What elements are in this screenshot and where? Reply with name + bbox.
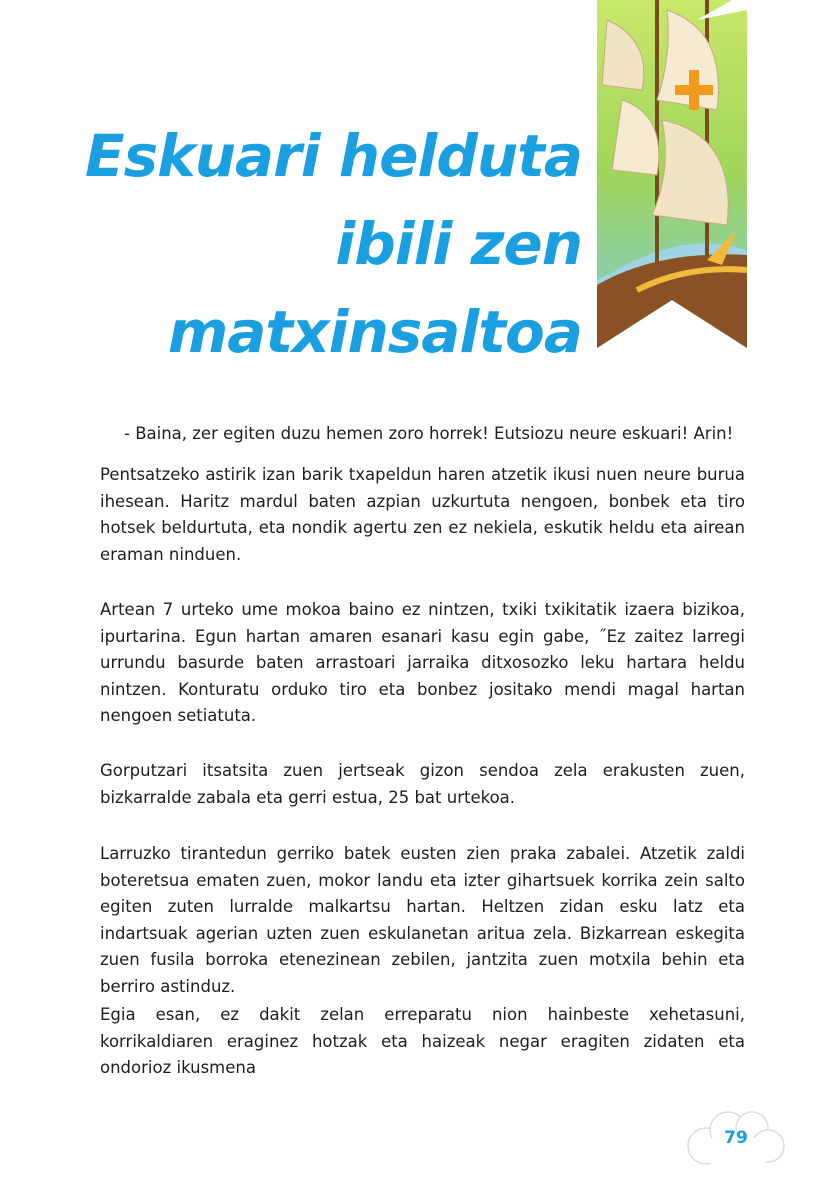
- ship-ribbon-illustration: [597, 0, 747, 348]
- title-line-1: Eskuari helduta: [84, 122, 582, 190]
- paragraph-5: Egia esan, ez dakit zelan erreparatu nion hainbeste xehetasuni, korrikaldiaren eraginez hotzak eta haizeak negar eragiten zidaten eta ondorioz ikusmena: [100, 1005, 745, 1077]
- paragraph-4: Larruzko tirantedun gerriko batek eusten zien praka zabalei. Atzetik zaldi boteretsua ematen zuen, mokor landu eta izter gihartsuek korrika zein salto egiten zuten lurralde malkartsu hartan. Heltzen zidan esku latz eta indartsuak agerian uzten zuen eskulanetan aritua zela. Bizkarrean eskegita zuen fusila borroka etenezinean zebilen, jantzita zuen motxila behin eta berriro astinduz.: [100, 844, 745, 996]
- paragraph-2: Artean 7 urteko ume mokoa baino ez nintzen, txiki txikitatik izaera bizikoa, ipurtarina. Egun hartan amaren esanari kasu egin gabe, ˝Ez zaitez larregi urrundu basurde baten arrastoari jarraika ditxosozko leku hartara heldu nintzen. Konturatu orduko tiro eta bonbez jositako mendi magal hartan nengoen setiatuta.: [100, 600, 745, 725]
- paragraph-1: Pentsatzeko astirik izan barik txapeldun haren atzetik ikusi nuen neure burua ihesean. Haritz mardul baten azpian uzkurtuta nengoen, bonbek eta tiro hotsek beldurtuta, eta nondik agertu zen ez nekiela, eskutik heldu eta airean eraman ninduen.: [100, 465, 745, 564]
- dialogue-line: - Baina, zer egiten duzu hemen zoro horrek! Eutsiozu neure eskuari! Arin!: [124, 424, 734, 443]
- page-number: 79: [724, 1128, 748, 1148]
- paragraph-3: Gorputzari itsatsita zuen jertseak gizon sendoa zela erakusten zuen, bizkarralde zabala eta gerri estua, 25 bat urtekoa.: [100, 761, 745, 807]
- title-line-2: ibili zen: [335, 210, 582, 278]
- chapter-title: [85, 112, 582, 376]
- title-line-3: matxinsaltoa: [167, 298, 582, 366]
